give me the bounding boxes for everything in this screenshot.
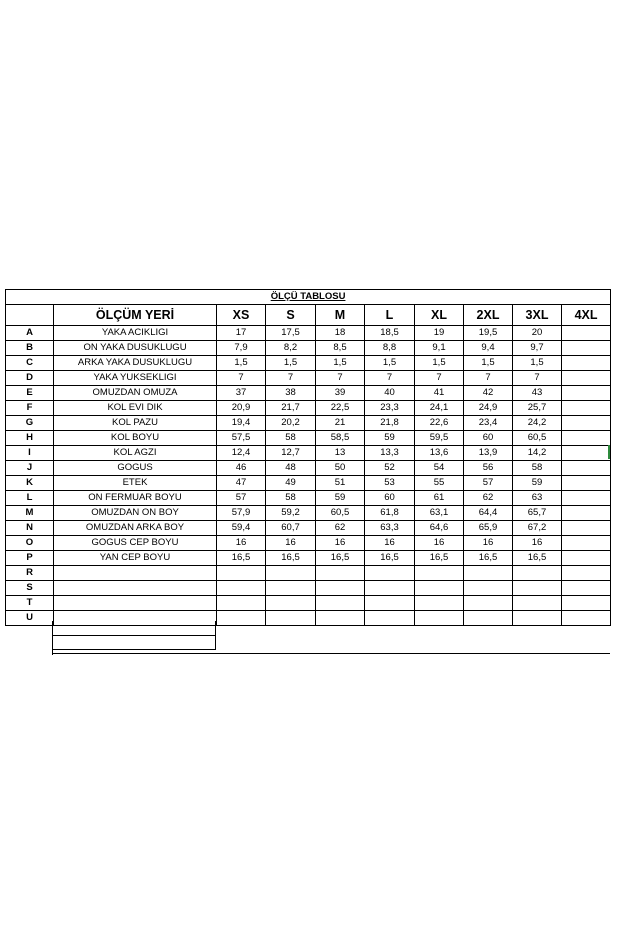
- size-value-cell: [365, 566, 415, 581]
- table-row: [6, 461, 611, 476]
- size-value-cell: 1,5: [415, 356, 464, 371]
- size-value-cell: 7: [513, 371, 562, 386]
- row-letter: F: [6, 401, 54, 416]
- size-value-cell: 19: [415, 326, 464, 341]
- table-row: [6, 401, 611, 416]
- size-value-cell: 49: [266, 476, 316, 491]
- size-value-cell: 60: [464, 431, 513, 446]
- size-value-cell: 59,4: [217, 521, 266, 536]
- size-value-cell: [562, 491, 611, 506]
- measurement-name: OMUZDAN ARKA BOY: [54, 521, 217, 536]
- measurement-name: ETEK: [54, 476, 217, 491]
- size-value-cell: 21,7: [266, 401, 316, 416]
- size-value-cell: 64,4: [464, 506, 513, 521]
- size-value-cell: 16: [266, 536, 316, 551]
- size-value-cell: [562, 416, 611, 431]
- size-value-cell: 58: [266, 431, 316, 446]
- measurement-name: OMUZDAN ON BOY: [54, 506, 217, 521]
- size-value-cell: 13,6: [415, 446, 464, 461]
- row-letter: M: [6, 506, 54, 521]
- size-value-cell: 7: [464, 371, 513, 386]
- row-letter: B: [6, 341, 54, 356]
- row-letter: G: [6, 416, 54, 431]
- size-value-cell: [562, 386, 611, 401]
- size-value-cell: 19,4: [217, 416, 266, 431]
- size-value-cell: [562, 371, 611, 386]
- table-row: [6, 506, 611, 521]
- size-header: 4XL: [562, 305, 611, 326]
- measurement-name: GOGUS: [54, 461, 217, 476]
- size-value-cell: 60: [365, 491, 415, 506]
- size-value-cell: [562, 551, 611, 566]
- size-value-cell: 57: [217, 491, 266, 506]
- size-value-cell: 13,9: [464, 446, 513, 461]
- size-header: M: [316, 305, 365, 326]
- size-header: XS: [217, 305, 266, 326]
- row-letter: C: [6, 356, 54, 371]
- measurement-name: GOGUS CEP BOYU: [54, 536, 217, 551]
- size-value-cell: [513, 596, 562, 611]
- size-value-cell: 61: [415, 491, 464, 506]
- table-row: [6, 566, 611, 581]
- size-value-cell: 67,2: [513, 521, 562, 536]
- size-value-cell: 21: [316, 416, 365, 431]
- size-value-cell: 56: [464, 461, 513, 476]
- size-value-cell: 46: [217, 461, 266, 476]
- size-value-cell: 8,5: [316, 341, 365, 356]
- size-value-cell: 13: [316, 446, 365, 461]
- cell-selection-marker: [608, 445, 610, 459]
- size-value-cell: [365, 596, 415, 611]
- size-value-cell: [562, 356, 611, 371]
- measurement-name: ON YAKA DUSUKLUGU: [54, 341, 217, 356]
- size-value-cell: 16,5: [316, 551, 365, 566]
- size-value-cell: 22,6: [415, 416, 464, 431]
- size-value-cell: 16: [316, 536, 365, 551]
- size-value-cell: 22,5: [316, 401, 365, 416]
- measurement-name: ARKA YAKA DUSUKLUGU: [54, 356, 217, 371]
- size-value-cell: [415, 596, 464, 611]
- size-value-cell: 7: [415, 371, 464, 386]
- size-value-cell: 63: [513, 491, 562, 506]
- size-value-cell: [562, 431, 611, 446]
- size-value-cell: [415, 581, 464, 596]
- measurement-name: ON FERMUAR BOYU: [54, 491, 217, 506]
- size-value-cell: [464, 566, 513, 581]
- size-value-cell: 58,5: [316, 431, 365, 446]
- size-value-cell: [217, 566, 266, 581]
- measurement-name: KOL PAZU: [54, 416, 217, 431]
- row-letter: U: [6, 611, 54, 626]
- size-value-cell: [266, 596, 316, 611]
- size-value-cell: [513, 581, 562, 596]
- size-value-cell: 57: [464, 476, 513, 491]
- size-value-cell: 59: [316, 491, 365, 506]
- size-value-cell: 42: [464, 386, 513, 401]
- table-row: [6, 596, 611, 611]
- size-value-cell: 24,1: [415, 401, 464, 416]
- size-value-cell: 65,7: [513, 506, 562, 521]
- row-letter: N: [6, 521, 54, 536]
- size-header: XL: [415, 305, 464, 326]
- size-value-cell: [266, 566, 316, 581]
- measurement-name: YAKA YUKSEKLIGI: [54, 371, 217, 386]
- table-row: [6, 356, 611, 371]
- table-row: [6, 341, 611, 356]
- row-letter: T: [6, 596, 54, 611]
- measurement-name: YAKA ACIKLIGI: [54, 326, 217, 341]
- table-row: [6, 476, 611, 491]
- size-value-cell: [562, 521, 611, 536]
- size-value-cell: [562, 566, 611, 581]
- row-letter: O: [6, 536, 54, 551]
- table-row: [6, 416, 611, 431]
- size-value-cell: 58: [513, 461, 562, 476]
- row-letter: D: [6, 371, 54, 386]
- table-row: [6, 371, 611, 386]
- size-value-cell: 60,7: [266, 521, 316, 536]
- size-value-cell: 13,3: [365, 446, 415, 461]
- size-value-cell: 60,5: [513, 431, 562, 446]
- size-value-cell: 59: [513, 476, 562, 491]
- size-value-cell: [562, 596, 611, 611]
- measurement-name: KOL BOYU: [54, 431, 217, 446]
- size-value-cell: 40: [365, 386, 415, 401]
- measurement-name: KOL AGZI: [54, 446, 217, 461]
- row-letter: P: [6, 551, 54, 566]
- size-value-cell: 20,2: [266, 416, 316, 431]
- size-value-cell: [562, 326, 611, 341]
- size-value-cell: [217, 581, 266, 596]
- row-letter: K: [6, 476, 54, 491]
- size-value-cell: 24,9: [464, 401, 513, 416]
- size-value-cell: 16,5: [217, 551, 266, 566]
- size-value-cell: 12,7: [266, 446, 316, 461]
- size-value-cell: 39: [316, 386, 365, 401]
- size-value-cell: [562, 341, 611, 356]
- size-value-cell: 8,2: [266, 341, 316, 356]
- size-value-cell: [562, 446, 611, 461]
- size-value-cell: [562, 401, 611, 416]
- size-value-cell: 43: [513, 386, 562, 401]
- size-value-cell: 1,5: [513, 356, 562, 371]
- size-value-cell: 62: [316, 521, 365, 536]
- size-value-cell: 16,5: [365, 551, 415, 566]
- size-value-cell: 1,5: [316, 356, 365, 371]
- table-row: [6, 551, 611, 566]
- size-value-cell: 7: [266, 371, 316, 386]
- size-value-cell: 61,8: [365, 506, 415, 521]
- size-value-cell: [464, 596, 513, 611]
- table-row: [6, 491, 611, 506]
- size-value-cell: 9,7: [513, 341, 562, 356]
- size-value-cell: 16,5: [266, 551, 316, 566]
- table-row: [6, 521, 611, 536]
- size-value-cell: 16,5: [415, 551, 464, 566]
- size-value-cell: 23,3: [365, 401, 415, 416]
- measurement-name: KOL EVI DIK: [54, 401, 217, 416]
- footer-grid-lines: [5, 621, 610, 655]
- size-value-cell: 50: [316, 461, 365, 476]
- size-value-cell: 1,5: [464, 356, 513, 371]
- size-value-cell: 64,6: [415, 521, 464, 536]
- size-value-cell: 59,2: [266, 506, 316, 521]
- size-header: S: [266, 305, 316, 326]
- size-value-cell: 20: [513, 326, 562, 341]
- size-value-cell: 16: [217, 536, 266, 551]
- size-value-cell: [316, 596, 365, 611]
- size-value-cell: 53: [365, 476, 415, 491]
- size-value-cell: 1,5: [365, 356, 415, 371]
- measurement-name: [54, 596, 217, 611]
- size-value-cell: 63,3: [365, 521, 415, 536]
- row-letter: A: [6, 326, 54, 341]
- size-value-cell: [316, 566, 365, 581]
- size-value-cell: 16: [365, 536, 415, 551]
- size-header: 3XL: [513, 305, 562, 326]
- size-value-cell: 7: [316, 371, 365, 386]
- table-row: [6, 446, 611, 461]
- size-value-cell: [316, 581, 365, 596]
- table-row: [6, 386, 611, 401]
- measurement-name: [54, 581, 217, 596]
- size-value-cell: [562, 506, 611, 521]
- size-value-cell: 21,8: [365, 416, 415, 431]
- measurement-header: ÖLÇÜM YERİ: [54, 305, 217, 326]
- size-value-cell: 18: [316, 326, 365, 341]
- table-row: [6, 431, 611, 446]
- size-value-cell: 37: [217, 386, 266, 401]
- size-value-cell: 62: [464, 491, 513, 506]
- size-value-cell: 14,2: [513, 446, 562, 461]
- letter-header-cell: [6, 305, 54, 326]
- size-value-cell: 58: [266, 491, 316, 506]
- size-value-cell: 52: [365, 461, 415, 476]
- size-chart-sheet: [5, 289, 610, 626]
- row-letter: J: [6, 461, 54, 476]
- size-value-cell: 12,4: [217, 446, 266, 461]
- row-letter: S: [6, 581, 54, 596]
- size-value-cell: [562, 536, 611, 551]
- measurement-name: [54, 566, 217, 581]
- size-value-cell: 47: [217, 476, 266, 491]
- size-value-cell: 7: [365, 371, 415, 386]
- size-value-cell: 18,5: [365, 326, 415, 341]
- table-row: [6, 326, 611, 341]
- size-header: L: [365, 305, 415, 326]
- size-value-cell: 16: [415, 536, 464, 551]
- row-letter: R: [6, 566, 54, 581]
- size-chart-table: [5, 289, 611, 626]
- size-value-cell: [513, 566, 562, 581]
- size-value-cell: [464, 581, 513, 596]
- size-value-cell: 16,5: [513, 551, 562, 566]
- table-row: [6, 536, 611, 551]
- size-value-cell: 55: [415, 476, 464, 491]
- size-value-cell: 7,9: [217, 341, 266, 356]
- size-value-cell: 41: [415, 386, 464, 401]
- size-value-cell: 1,5: [266, 356, 316, 371]
- size-value-cell: 16: [464, 536, 513, 551]
- size-value-cell: 25,7: [513, 401, 562, 416]
- size-value-cell: 59,5: [415, 431, 464, 446]
- size-value-cell: 1,5: [217, 356, 266, 371]
- size-value-cell: [365, 581, 415, 596]
- size-value-cell: [266, 581, 316, 596]
- size-value-cell: 17,5: [266, 326, 316, 341]
- size-value-cell: 9,4: [464, 341, 513, 356]
- size-value-cell: 59: [365, 431, 415, 446]
- size-value-cell: [562, 461, 611, 476]
- size-value-cell: 7: [217, 371, 266, 386]
- size-value-cell: [415, 566, 464, 581]
- size-value-cell: 57,9: [217, 506, 266, 521]
- size-value-cell: [217, 596, 266, 611]
- row-letter: I: [6, 446, 54, 461]
- row-letter: L: [6, 491, 54, 506]
- size-value-cell: 19,5: [464, 326, 513, 341]
- size-value-cell: 23,4: [464, 416, 513, 431]
- row-letter: H: [6, 431, 54, 446]
- size-value-cell: 24,2: [513, 416, 562, 431]
- header-row: [6, 305, 611, 326]
- size-value-cell: 54: [415, 461, 464, 476]
- size-header: 2XL: [464, 305, 513, 326]
- measurement-name: YAN CEP BOYU: [54, 551, 217, 566]
- size-value-cell: 20,9: [217, 401, 266, 416]
- size-value-cell: 63,1: [415, 506, 464, 521]
- size-value-cell: 51: [316, 476, 365, 491]
- size-value-cell: 16,5: [464, 551, 513, 566]
- size-value-cell: 17: [217, 326, 266, 341]
- size-value-cell: 38: [266, 386, 316, 401]
- size-value-cell: [562, 581, 611, 596]
- row-letter: E: [6, 386, 54, 401]
- measurement-name: OMUZDAN OMUZA: [54, 386, 217, 401]
- size-value-cell: 48: [266, 461, 316, 476]
- size-value-cell: 57,5: [217, 431, 266, 446]
- size-value-cell: 9,1: [415, 341, 464, 356]
- chart-title: ÖLÇÜ TABLOSU: [6, 290, 611, 305]
- size-value-cell: [562, 476, 611, 491]
- size-value-cell: 60,5: [316, 506, 365, 521]
- table-row: [6, 581, 611, 596]
- size-value-cell: 65,9: [464, 521, 513, 536]
- size-value-cell: 16: [513, 536, 562, 551]
- size-value-cell: 8,8: [365, 341, 415, 356]
